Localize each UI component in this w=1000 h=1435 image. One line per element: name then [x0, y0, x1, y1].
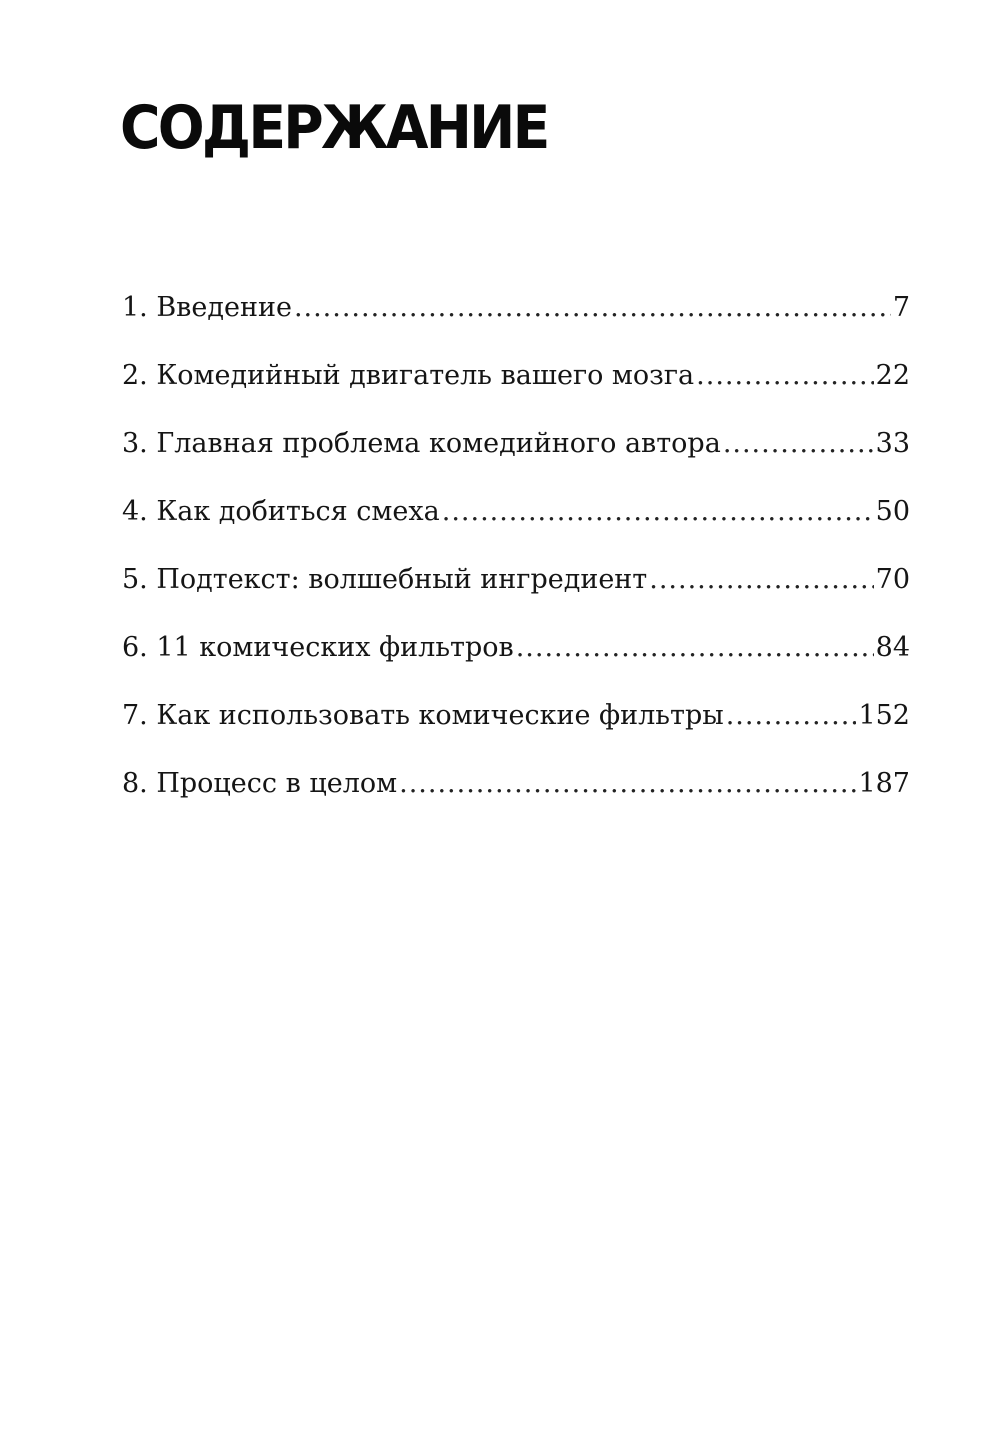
dot-leader: [294, 288, 891, 328]
toc-entry-page: 50: [875, 496, 910, 527]
toc-entry-title: 5. Подтекст: волшебный ингредиент: [122, 564, 648, 595]
toc-entry-title: 7. Как использовать комические фильтры: [122, 700, 724, 731]
toc-entry-title: 6. 11 комических фильтров: [122, 632, 514, 663]
toc-entry-title: 8. Процесс в целом: [122, 768, 398, 799]
dot-leader: [723, 424, 874, 464]
toc-entry-page: 70: [875, 564, 910, 595]
toc-entry-page: 187: [858, 768, 910, 799]
toc-entry-page: 22: [875, 360, 910, 391]
toc-entry[interactable]: [122, 288, 910, 356]
toc-entry[interactable]: [122, 696, 910, 764]
page-title: СОДЕРЖАНИЕ: [120, 93, 548, 163]
dot-leader: [399, 764, 856, 804]
toc-entry-title: 4. Как добиться смеха: [122, 496, 440, 527]
dot-leader: [442, 492, 874, 532]
dot-leader: [726, 696, 857, 736]
toc-entry-page: 84: [875, 632, 910, 663]
toc-entry-page: 152: [858, 700, 910, 731]
toc-entry[interactable]: [122, 764, 910, 832]
toc-entry-title: 2. Комедийный двигатель вашего мозга: [122, 360, 695, 391]
toc-entry-page: 7: [892, 292, 910, 323]
toc-entry-title: 3. Главная проблема комедийного автора: [122, 428, 721, 459]
toc-entry[interactable]: [122, 560, 910, 628]
toc-entry-page: 33: [875, 428, 910, 459]
toc-entry[interactable]: [122, 356, 910, 424]
dot-leader: [649, 560, 873, 600]
toc-entry-title: 1. Введение: [122, 292, 292, 323]
toc-entry[interactable]: [122, 424, 910, 492]
toc-entry[interactable]: [122, 492, 910, 560]
dot-leader: [696, 356, 873, 396]
dot-leader: [516, 628, 874, 668]
toc-entry[interactable]: [122, 628, 910, 696]
table-of-contents: [122, 288, 910, 832]
